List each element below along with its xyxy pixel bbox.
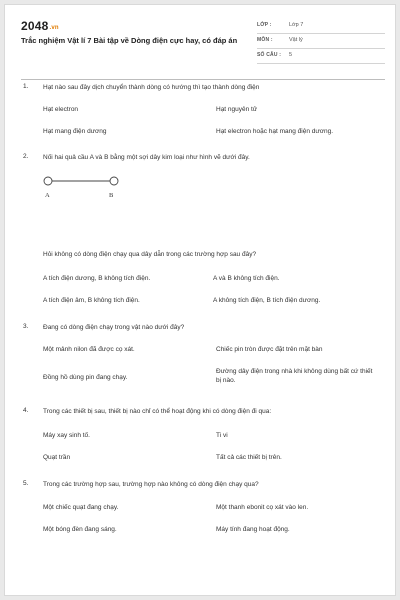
answer-option[interactable]: Ti vi	[216, 432, 228, 439]
meta-key: SỐ CÂU :	[257, 52, 282, 58]
document-header	[21, 17, 385, 75]
answer-option[interactable]: Máy xay sinh tố.	[43, 432, 90, 439]
meta-value: Vật lý	[289, 37, 303, 43]
answer-option[interactable]: Đồng hồ dùng pin đang chạy.	[43, 374, 128, 381]
document-title: Trắc nghiệm Vật lí 7 Bài tập về Dòng điện cực hay, có đáp án	[21, 36, 238, 45]
meta-row-subject	[257, 34, 385, 49]
spheres-wire-figure	[43, 176, 123, 186]
meta-key: LỚP :	[257, 22, 272, 28]
answer-option[interactable]: A tích điện âm, B không tích điện.	[43, 297, 140, 304]
meta-row-class	[257, 19, 385, 34]
meta-value: 5	[289, 52, 293, 58]
meta-value: Lớp 7	[289, 22, 304, 28]
answer-option[interactable]: Đường dây điện trong nhà khi không dùng bất cứ thiết bị nào.	[216, 368, 373, 384]
question-subtext: Hỏi không có dòng điện chạy qua dây dẫn trong các trường hợp sau đây?	[43, 251, 257, 258]
answer-option[interactable]: Một thanh ebonit cọ xát vào len.	[216, 504, 309, 511]
answer-option[interactable]: Hạt mang điện dương	[43, 128, 107, 135]
question-number: 5.	[23, 480, 29, 487]
answer-option[interactable]: A và B không tích điện.	[213, 275, 280, 282]
question-number: 1.	[23, 83, 29, 90]
question-text: Trong các trường hợp sau, trường hợp nào không có dòng điện chạy qua?	[43, 481, 259, 488]
answer-option[interactable]: Hạt electron	[43, 106, 79, 113]
site-logo[interactable]	[21, 19, 59, 33]
document-page	[4, 4, 396, 596]
sphere-a-label: A	[45, 192, 50, 199]
question-text: Nối hai quả cầu A và B bằng một sợi dây kim loại như hình vẽ dưới đây.	[43, 154, 250, 161]
question-number: 2.	[23, 153, 29, 160]
meta-key: MÔN :	[257, 37, 273, 43]
answer-option[interactable]: Hạt electron hoặc hạt mang điện dương.	[216, 128, 334, 135]
question-text: Trong các thiết bị sau, thiết bị nào chỉ có thể hoạt động khi có dòng điện đi qua:	[43, 408, 272, 415]
meta-row-count	[257, 49, 385, 64]
answer-option[interactable]: Một mảnh nilon đã được cọ xát.	[43, 346, 135, 353]
sphere-b-label: B	[109, 192, 114, 199]
answer-option[interactable]: Một chiếc quạt đang chạy.	[43, 504, 119, 511]
answer-option[interactable]: Hạt nguyên tử	[216, 106, 258, 113]
sphere-b	[110, 177, 118, 185]
answer-option[interactable]: Quạt trần	[43, 454, 71, 461]
logo-text: 2048	[21, 19, 49, 33]
question-text: Hạt nào sau đây dịch chuyển thành dòng có hướng thì tạo thành dòng điện	[43, 84, 260, 91]
question-number: 4.	[23, 407, 29, 414]
header-divider	[21, 79, 385, 80]
meta-info	[257, 19, 385, 64]
answer-option[interactable]: Chiếc pin tròn được đặt trên mặt bàn	[216, 346, 323, 353]
answer-option[interactable]: A không tích điện, B tích điện dương.	[213, 297, 321, 304]
answer-option[interactable]: Một bóng đèn đang sáng.	[43, 526, 117, 533]
logo-suffix: .vn	[49, 25, 59, 31]
answer-option[interactable]: A tích điện dương, B không tích điện.	[43, 275, 151, 282]
sphere-a	[44, 177, 52, 185]
question-number: 3.	[23, 323, 29, 330]
answer-option[interactable]: Tất cả các thiết bị trên.	[216, 454, 282, 461]
answer-option[interactable]: Máy tính đang hoạt động.	[216, 526, 290, 533]
question-text: Đang có dòng điện chạy trong vật nào dưới đây?	[43, 324, 185, 331]
